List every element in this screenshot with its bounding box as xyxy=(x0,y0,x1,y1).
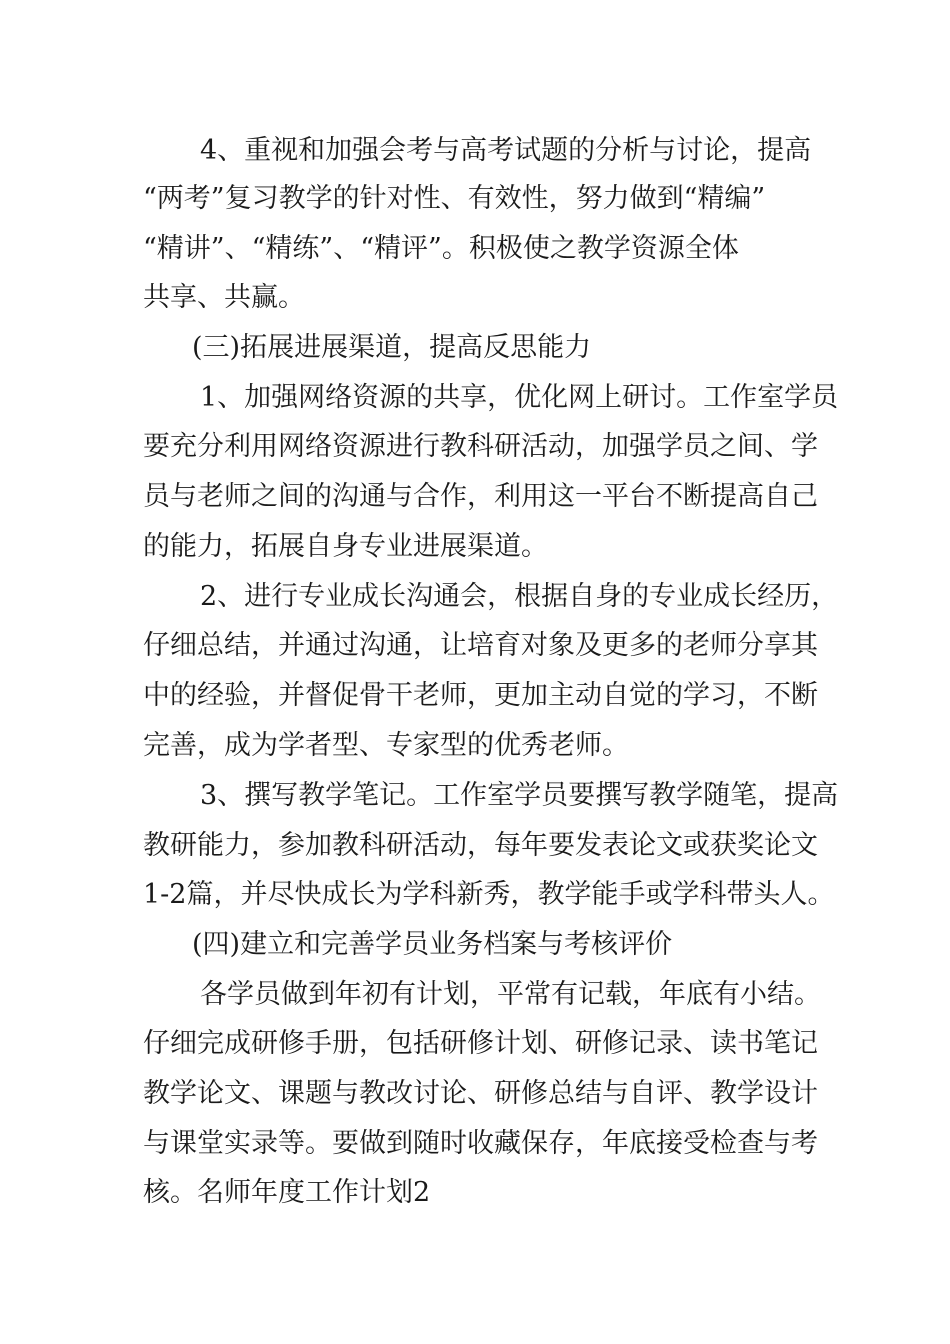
text-line: 中的经验，并督促骨干老师，更加主动自觉的学习，不断 xyxy=(143,680,818,711)
text-line: “两考”复习教学的针对性、有效性，努力做到“精编” xyxy=(143,183,766,214)
text-line: “精讲”、“精练”、“精评”。积极使之教学资源全体 xyxy=(143,233,739,264)
text-line: 的能力，拓展自身专业进展渠道。 xyxy=(143,531,548,562)
text-line: 仔细完成研修手册，包括研修计划、研修记录、读书笔记 xyxy=(143,1028,818,1059)
text-line: 完善，成为学者型、专家型的优秀老师。 xyxy=(143,730,629,761)
text-line: 4、重视和加强会考与高考试题的分析与讨论，提高 xyxy=(200,135,812,166)
text-line: 3、撰写教学笔记。工作室学员要撰写教学随笔，提高 xyxy=(200,780,839,811)
text-line: 教学论文、课题与教改讨论、研修总结与自评、教学设计 xyxy=(143,1078,818,1109)
text-line: 1、加强网络资源的共享，优化网上研讨。工作室学员 xyxy=(200,382,839,413)
text-line: 共享、共赢。 xyxy=(143,282,305,313)
text-line: 员与老师之间的沟通与合作，利用这一平台不断提高自己 xyxy=(143,481,818,512)
text-line: 与课堂实录等。要做到随时收藏保存，年底接受检查与考 xyxy=(143,1128,818,1159)
heading-text: (三)拓展进展渠道，提高反思能力 xyxy=(192,332,592,363)
text-line: 要充分利用网络资源进行教科研活动，加强学员之间、学 xyxy=(143,431,818,462)
text-line: 仔细总结，并通过沟通，让培育对象及更多的老师分享其 xyxy=(143,630,818,661)
text-line: 教研能力，参加教科研活动，每年要发表论文或获奖论文 xyxy=(143,830,818,861)
text-line: 核。名师年度工作计划2 xyxy=(143,1177,431,1208)
heading-text: (四)建立和完善学员业务档案与考核评价 xyxy=(192,929,673,960)
text-line: 1-2篇，并尽快成长为学科新秀，教学能手或学科带头人。 xyxy=(143,879,835,910)
text-line: 2、进行专业成长沟通会，根据自身的专业成长经历， xyxy=(200,581,839,612)
text-line: 各学员做到年初有计划，平常有记载，年底有小结。 xyxy=(200,979,821,1010)
